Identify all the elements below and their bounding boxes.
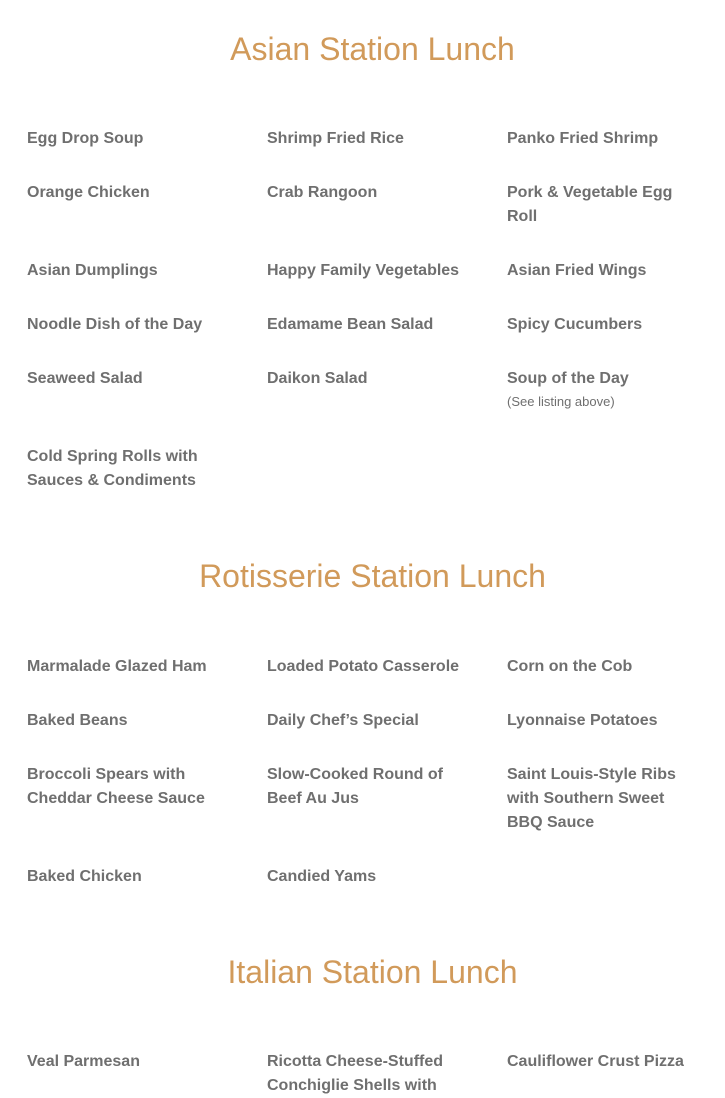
menu-item-asian-fried-wings: Asian Fried Wings <box>507 262 647 279</box>
menu-item-veal-parmesan: Veal Parmesan <box>27 1053 140 1070</box>
menu-item-noodle-dish: Noodle Dish of the Day <box>27 316 203 333</box>
menu-item-asian-dumplings: Asian Dumplings <box>27 262 158 279</box>
menu-item-loaded-potato: Loaded Potato Casserole <box>267 658 460 675</box>
menu-item-round-of-beef: Slow-Cooked Round of Beef Au Jus <box>267 766 443 807</box>
menu-item-soup-of-day-note: (See listing above) <box>507 394 615 409</box>
menu-item-cold-spring-rolls: Cold Spring Rolls with Sauces & Condiments <box>27 448 198 489</box>
menu-item-candied-yams: Candied Yams <box>267 868 377 885</box>
menu-item-cauliflower-pizza: Cauliflower Crust Pizza <box>507 1053 684 1070</box>
menu-item-seaweed-salad: Seaweed Salad <box>27 370 143 387</box>
menu-item-spicy-cucumbers: Spicy Cucumbers <box>507 316 643 333</box>
menu-item-marmalade-ham: Marmalade Glazed Ham <box>27 658 207 675</box>
menu-item-edamame-salad: Edamame Bean Salad <box>267 316 434 333</box>
menu-item-broccoli-spears: Broccoli Spears with Cheddar Cheese Sauce <box>27 766 205 807</box>
menu-item-pork-egg-roll: Pork & Vegetable Egg Roll <box>507 184 673 225</box>
rotisserie-station-title: Rotisserie Station Lunch <box>199 558 546 594</box>
menu-item-corn-on-cob: Corn on the Cob <box>507 658 633 675</box>
menu-item-daikon-salad: Daikon Salad <box>267 370 368 387</box>
menu-item-happy-family-vegetables: Happy Family Vegetables <box>267 262 460 279</box>
menu-item-shrimp-fried-rice: Shrimp Fried Rice <box>267 130 404 147</box>
asian-station-title: Asian Station Lunch <box>230 31 515 67</box>
menu-item-soup-of-day <box>507 367 712 413</box>
menu-item-baked-chicken: Baked Chicken <box>27 868 142 885</box>
menu-item-panko-fried-shrimp: Panko Fried Shrimp <box>507 130 659 147</box>
menu-item-stuffed-shells: Ricotta Cheese-Stuffed Conchiglie Shells with <box>267 1053 444 1094</box>
menu-item-lyonnaise-potatoes: Lyonnaise Potatoes <box>507 712 658 729</box>
menu-item-baked-beans: Baked Beans <box>27 712 128 729</box>
menu-item-orange-chicken: Orange Chicken <box>27 184 150 201</box>
menu-item-crab-rangoon: Crab Rangoon <box>267 184 378 201</box>
italian-station-title: Italian Station Lunch <box>227 954 518 990</box>
menu-item-daily-special: Daily Chef’s Special <box>267 712 419 729</box>
menu-item-soup-of-day-label: Soup of the Day <box>507 370 629 387</box>
menu-item-st-louis-ribs: Saint Louis-Style Ribs with Southern Sweet BBQ Sauce <box>507 766 676 831</box>
menu-item-egg-drop-soup: Egg Drop Soup <box>27 130 144 147</box>
